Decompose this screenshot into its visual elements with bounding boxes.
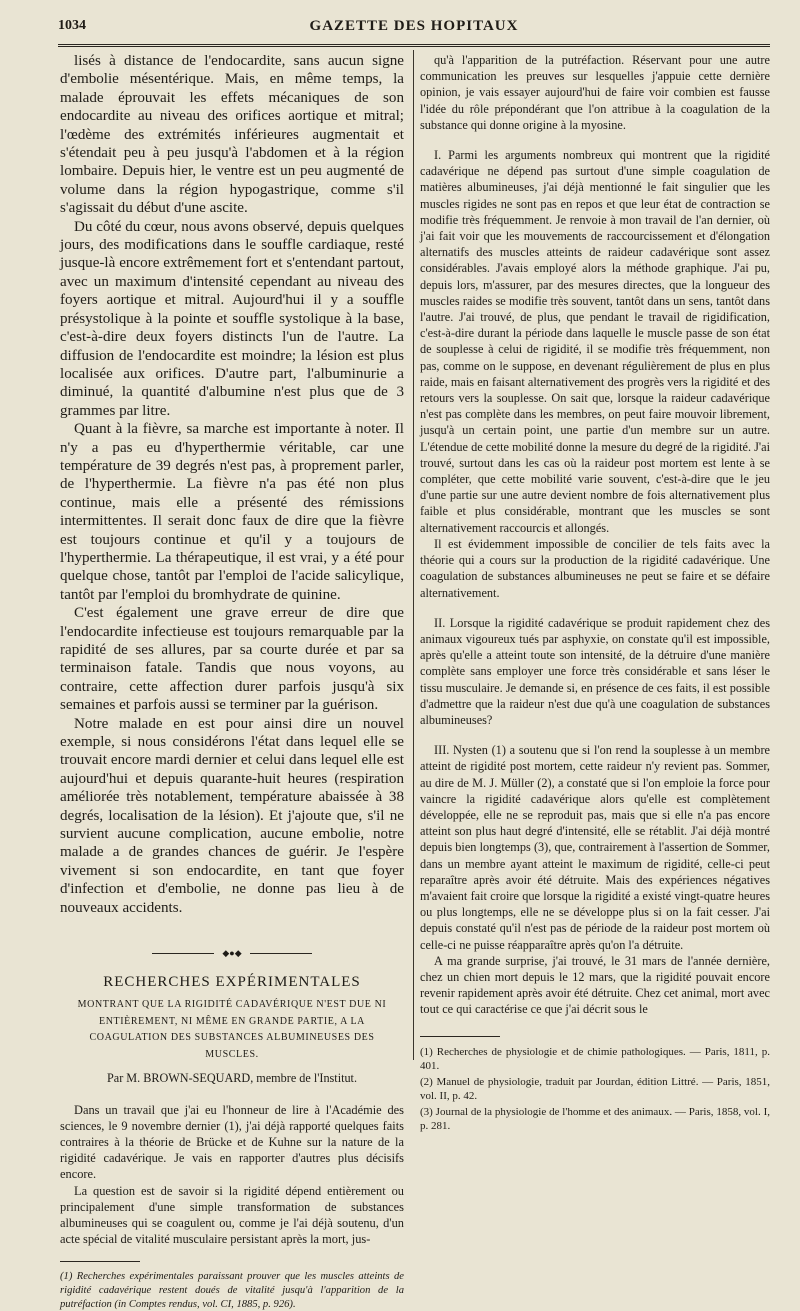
footnote-rule bbox=[420, 1036, 500, 1037]
footnote: (2) Manuel de physiologie, traduit par Jourdan, édition Littré. — Paris, 1851, vol. II, p. 42. bbox=[420, 1075, 770, 1102]
paragraph: II. Lorsque la rigidité cadavérique se produit rapidement chez des animaux vigoureux tués par asphyxie, on constate qu'il est impossible, après qu'elle a atteint toute son intensité, de la détruire d'une manière complète sans employer une force très considérable et sans léser le tissu musculaire. Je demande si, en présence de ces faits, il est possible d'admettre que la raideur n'est due qu'à une coagulation de substances albumineuses? bbox=[420, 615, 770, 727]
page-header bbox=[58, 14, 770, 38]
paragraph: Quant à la fièvre, sa marche est importante à noter. Il n'y a pas eu d'hyperthermie véritable, car une température de 39 degrés n'est pas, à proprement parler, de l'hyperthermie. La fièvre n'a pas été non plus continue, mais elle a présenté des rémissions intermittentes. Il serait donc faux de dire que la fièvre est toujours continue et qu'il y a toujours de l'hyperthermie. La thérapeutique, il est vrai, y a été pour quelque chose, tantôt par l'emploi de l'acide salicylique, tantôt par l'emploi du bromhydrate de quinine. bbox=[60, 421, 404, 603]
article-byline: Par M. BROWN-SEQUARD, membre de l'Institut. bbox=[107, 1071, 357, 1086]
paragraph: C'est également une grave erreur de dire que l'endocardite infectieuse est toujours remarquable par la rapidité de ses allures, par sa courte durée et par sa terminaison fatale. Tandis que nous voyons, au contraire, cette affection durer parfois jusqu'à six semaines et parfois aussi se terminer par la guérison. bbox=[60, 605, 404, 714]
ornament-icon: ◆●◆ bbox=[214, 949, 250, 958]
section-divider bbox=[152, 949, 312, 958]
article-title: RECHERCHES EXPÉRIMENTALES bbox=[103, 974, 361, 991]
paragraph: Il est évidemment impossible de concilier de tels faits avec la théorie qui a cours sur la production de la rigidité cadavérique. Une coagulation de substances albumineuses ne peut se faire et se défaire alternativement. bbox=[420, 536, 770, 600]
page-number: 1034 bbox=[58, 18, 86, 33]
paragraph: I. Parmi les arguments nombreux qui montrent que la rigidité cadavérique ne dépend pas surtout d'une simple coagulation de matières albumineuses, j'ai déjà mentionné le fait singulier que les muscles rigides ne sont pas en repos et que leur état de contraction se modifie très fréquemment. Je renvoie à mon travail de l'an dernier, où j'ai fait voir que les mouvements de raccourcissement et d'élongation alternatifs des muscles atteints de raideur cadavérique sont assez considérables. J'avais employé alors la méthode graphique. J'ai pu, depuis lors, m'assurer, par des mesures directes, que la longueur des muscles raides se modifie très souvent, tantôt dans un sens, tantôt dans l'autre. J'ai trouvé, de plus, que pendant le travail de rigidification, c'est-à-dire durant la période dans laquelle le muscle passe de son état de souplesse à celui de rigidité, il se modifie très fréquemment, non pas, comme on le suppose, en devenant régulièrement de plus en plus raide, mais en faisant alternativement des progrès vers la rigidité et des retours vers la souplesse. On sait que, lorsque la raideur cadavérique n'est pas complète dans les membres, on peut faire mouvoir librement, jusqu'à un certain point, une partie d'un membre sur un autre. L'étendue de cette mobilité donne la mesure du degré de la rigidité. J'ai trouvé, surtout dans les cas où la raideur post mortem est lente à se compléter, que cette mobilité varie souvent, c'est-à-dire que le jeu d'une partie sur une autre devient nombre de fois alternativement plus faible et plus considérable, montrant que les muscles se sont alternativement raccourcis et allongés. bbox=[420, 148, 770, 535]
footnote: (1) Recherches de physiologie et de chimie pathologiques. — Paris, 1811, p. 401. bbox=[420, 1045, 770, 1072]
left-column bbox=[60, 52, 404, 1310]
column-divider bbox=[413, 50, 414, 1060]
paragraph: Du côté du cœur, nous avons observé, depuis quelques jours, des modifications dans le souffle cardiaque, resté jusque-là encore extrêmement fort et s'entendant partout, avec un maximum d'intensité cependant au niveau des foyers aortique et mitral. Aujourd'hui il y a souffle présystolique à la pointe et souffle systolique à la base, c'est-à-dire deux foyers distincts l'un de l'autre. La diffusion de l'endocardite est moindre; la lésion est plus localisée aux orifices. D'autre part, l'albuminurie a diminué, la quantité d'albumine n'est plus que de 3 grammes par litre. bbox=[60, 218, 404, 419]
paragraph: qu'à l'apparition de la putréfaction. Réservant pour une autre communication les preuves sur lesquelles j'appuie cette dernière opinion, je vais essayer aujourd'hui de faire voir combien est fausse l'idée du rôle prépondérant que l'on attribue à la coagulation de la substance qui donne origine à la myosine. bbox=[420, 53, 770, 132]
right-column bbox=[420, 52, 770, 1132]
journal-title: GAZETTE DES HOPITAUX bbox=[309, 18, 519, 34]
paragraph: lisés à distance de l'endocardite, sans aucun signe d'embolie mésentérique. Mais, en même temps, la malade éprouvait les effets mécaniques de son endocardite au niveau des orifices aortique et mitral; l'œdème des extrémités inférieures augmentait et s'étendait peu à peu jusqu'à l'abdomen et à la région lombaire. Depuis hier, le ventre est un peu augmenté de volume dans la région hypogastrique, comme s'il s'agissait du début d'une ascite. bbox=[60, 53, 404, 217]
paragraph: A ma grande surprise, j'ai trouvé, le 31 mars de l'année dernière, chez un chien mort depuis le 12 mars, que la rigidité pouvait encore revenir rapidement après avoir été détruite. Chez cet animal, mort avec tout ce qui caractérise ce que j'ai décrit sous le bbox=[420, 953, 770, 1017]
paragraph: La question est de savoir si la rigidité dépend entièrement ou principalement d'une simple transformation de substances albumineuses qui se coagulent ou, comme je l'ai déjà soutenu, d'un acte spécial de vitalité musculaire persistant après la mort, jus- bbox=[60, 1183, 404, 1246]
footnote: (3) Journal de la physiologie de l'homme et des animaux. — Paris, 1858, vol. I, p. 281. bbox=[420, 1105, 770, 1132]
footnote: (1) Recherches expérimentales paraissant prouver que les muscles atteints de rigidité cadavérique restent doués de vitalité jusqu'à l'apparition de la putréfaction (in Comptes rendus, vol. CI, 1885, p. 926). bbox=[60, 1270, 404, 1310]
paragraph: Notre malade en est pour ainsi dire un nouvel exemple, si nous considérons l'état dans lequel elle se trouvait encore mardi dernier et celui dans lequel elle est aujourd'hui et depuis quarante-huit heures (respiration améliorée très notablement, température abaissée à 38 degrés, localisation de la lésion). Et j'ajoute que, s'il ne survient aucune complication, aucune embolie, notre malade a de grandes chances de guérir. Je l'espère vivement si son endocardite, en tant que foyer d'infection et d'embolie, ne donne pas lieu à de nouveaux accidents. bbox=[60, 715, 404, 916]
paragraph: Dans un travail que j'ai eu l'honneur de lire à l'Académie des sciences, le 9 novembre dernier (1), j'ai déjà rapporté quelques faits contraires à la théorie de Brücke et de Kuhne sur la nature de la rigidité cadavérique. Je vais en rapporter d'autres plus décisifs encore. bbox=[60, 1103, 404, 1182]
paragraph: III. Nysten (1) a soutenu que si l'on rend la souplesse à un membre atteint de rigidité post mortem, cette raideur n'y revient pas. Sommer, au dire de M. J. Müller (2), a constaté que si l'on emploie la force pour vaincre la rigidité cadavérique alors qu'elle est complètement développée, elle ne se reproduit pas, mais que si elle n'a pas encore atteint son plus haut degré d'intensité, elle se rétablit. J'ai déjà montré depuis bien longtemps (3), que, contrairement à l'assertion de Sommer, dans un membre ayant atteint le maximum de rigidité, celle-ci peut reparaître après avoir été détruite. Mais des expériences négatives m'avaient fait croire que lorsque la rigidité a existé vingt-quatre heures ou plus longtemps, elle ne se développe plus si on la fait cesser. J'ai depuis constaté qu'il n'est pas de période de la raideur post mortem où celle-ci ne puisse réapparaître après qu'on l'a détruite. bbox=[420, 743, 770, 952]
header-rule bbox=[58, 44, 770, 47]
footnote-rule bbox=[60, 1261, 140, 1262]
article-subtitle: MONTRANT QUE LA RIGIDITÉ CADAVÉRIQUE N'EST DUE NI ENTIÈREMENT, NI MÊME EN GRANDE PARTIE, A LA COAGULATION DES SUBSTANCES ALBUMINEUSES DES MUSCLES. bbox=[77, 999, 387, 1060]
